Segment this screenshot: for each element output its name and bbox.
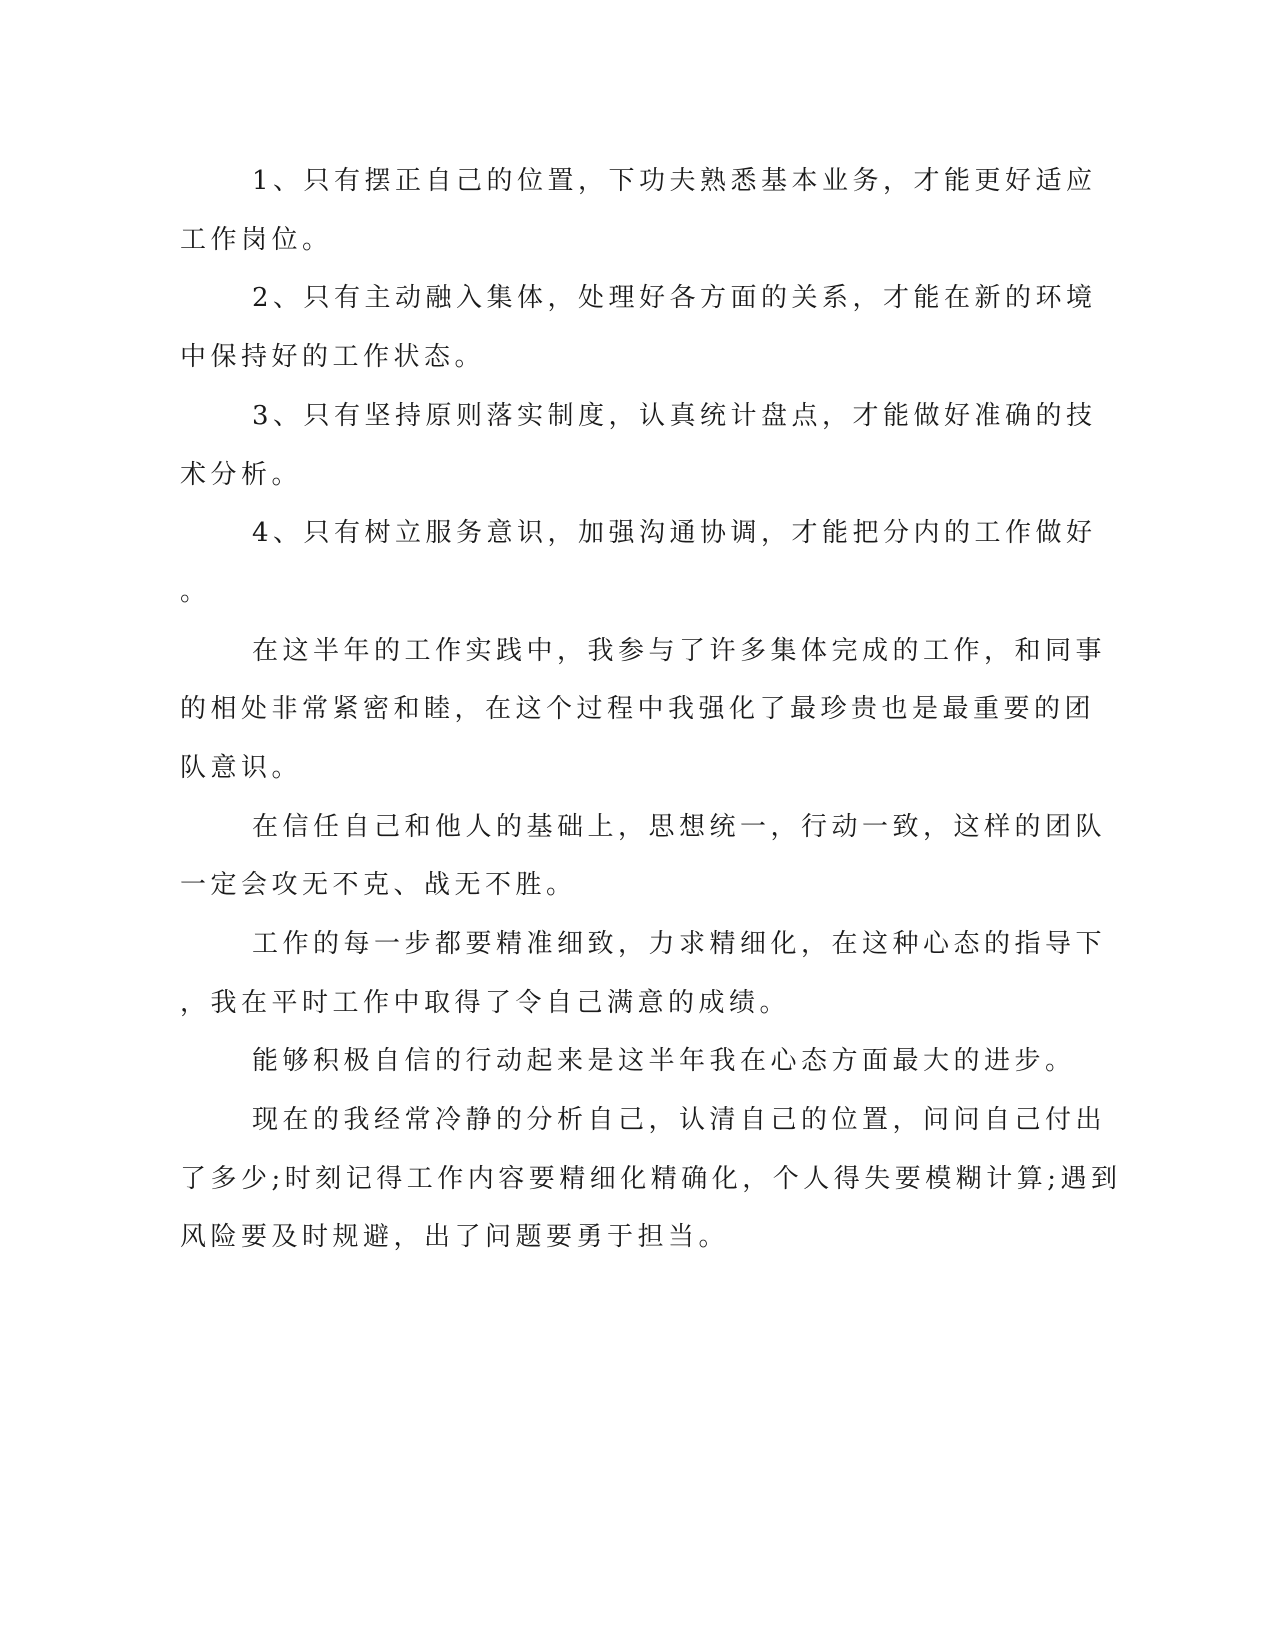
- text-line: 风险要及时规避，出了问题要勇于担当。: [180, 1222, 730, 1252]
- text-line: 的相处非常紧密和睦，在这个过程中我强化了最珍贵也是最重要的团: [180, 694, 1096, 724]
- text-line: 一定会攻无不克、战无不胜。: [180, 870, 577, 900]
- text-line: 队意识。: [180, 753, 303, 783]
- text-line: 在信任自己和他人的基础上，思想统一，行动一致，这样的团队: [252, 812, 1107, 842]
- text-line: 能够积极自信的行动起来是这半年我在心态方面最大的进步。: [252, 1046, 1076, 1076]
- text-line: 1、只有摆正自己的位置，下功夫熟悉基本业务，才能更好适应: [252, 166, 1097, 196]
- text-line: 3、只有坚持原则落实制度，认真统计盘点，才能做好准确的技: [252, 401, 1097, 431]
- text-line: 工作岗位。: [180, 225, 333, 255]
- text-line: 4、只有树立服务意识，加强沟通协调，才能把分内的工作做好: [252, 518, 1097, 548]
- text-line: 工作的每一步都要精准细致，力求精细化，在这种心态的指导下: [252, 929, 1107, 959]
- text-line: 在这半年的工作实践中，我参与了许多集体完成的工作，和同事: [252, 636, 1107, 666]
- text-line: 中保持好的工作状态。: [180, 342, 486, 372]
- text-line: 。: [180, 577, 211, 607]
- text-line: ，我在平时工作中取得了令自己满意的成绩。: [180, 988, 791, 1018]
- text-line: 了多少;时刻记得工作内容要精细化精确化，个人得失要模糊计算;遇到: [180, 1164, 1122, 1194]
- text-line: 现在的我经常冷静的分析自己，认清自己的位置，问问自己付出: [252, 1105, 1107, 1135]
- text-line: 2、只有主动融入集体，处理好各方面的关系，才能在新的环境: [252, 283, 1097, 313]
- text-line: 术分析。: [180, 460, 303, 490]
